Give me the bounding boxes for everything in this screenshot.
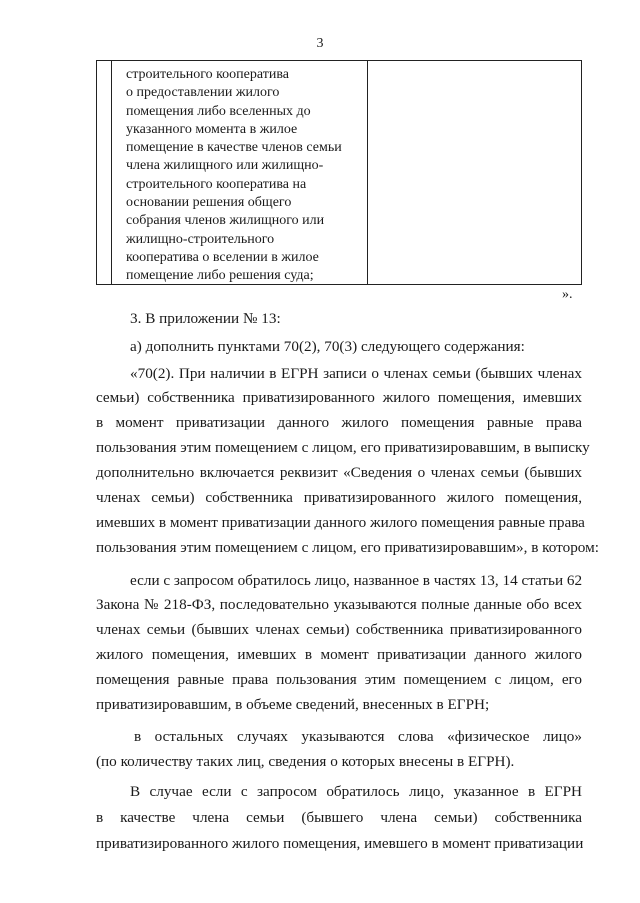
table-cell-line: указанного момента в жилое [126,121,298,137]
table-cell-line: собрания членов жилищного или [126,213,325,229]
paragraph-line: членах семьи (бывших членах семьи) собственника приватизированного [96,621,582,638]
closing-quote: ». [562,287,573,302]
paragraph-line: в момент приватизации данного жилого помещения равные права [96,414,582,431]
paragraph-line: в остальных случаях указываются слова «физическое лицо» [134,728,582,745]
table-cell-text [126,66,362,286]
table-cell-line: члена жилищного или жилищно- [126,158,324,174]
paragraph-line: помещения равные права пользования этим помещением с лицом, его [96,671,582,688]
paragraph-line: а) дополнить пунктами 70(2), 70(3) следующего содержания: [130,338,525,355]
table-cell-line: о предоставлении жилого [126,85,280,101]
table-column-divider-1 [111,60,112,285]
table-cell-line: помещения либо вселенных до [126,103,311,119]
paragraph-line: пользования этим помещением с лицом, его приватизировавшим, в выписку [96,439,590,456]
paragraph-line: приватизированного жилого помещения, имевшего в момент приватизации [96,835,584,852]
paragraph-line: семьи) собственника приватизированного жилого помещения, имевших [96,389,582,406]
paragraph-line: пользования этим помещением с лицом, его приватизировавшим», в котором: [96,539,599,556]
table-cell-line: строительного кооператива на [126,176,307,192]
section-heading: 3. В приложении № 13: [130,310,281,327]
paragraph-line: если с запросом обратилось лицо, названное в частях 13, 14 статьи 62 [130,572,583,589]
paragraph-line: приватизировавшим, в объеме сведений, внесенных в ЕГРН; [96,696,490,713]
table-border-top [96,60,582,61]
paragraph-line: в качестве члена семьи (бывшего члена семьи) собственника [96,809,582,826]
table-cell-line: строительного кооператива [126,67,289,82]
paragraph-line: имевших в момент приватизации данного жилого помещения равные права [96,514,585,531]
paragraph-line: В случае если с запросом обратилось лицо, указанное в ЕГРН [130,783,582,800]
table-cell-line: помещение в качестве членов семьи [126,140,342,156]
paragraph-line: (по количеству таких лиц, сведения о которых внесены в ЕГРН). [96,753,515,770]
table-fragment [96,60,582,285]
paragraph-line: дополнительно включается реквизит «Сведения о членах семьи (бывших [96,464,582,481]
paragraph-line: жилого помещения, имевших в момент приватизации данного жилого [96,646,582,663]
table-cell-line: кооператива о вселении в жилое [126,249,319,265]
table-cell-line: основании решения общего [126,195,292,211]
paragraph-line: Закона № 218-ФЗ, последовательно указываются полные данные обо всех [96,596,582,613]
paragraph-line: «70(2). При наличии в ЕГРН записи о членах семьи (бывших членах [130,365,582,382]
table-column-divider-2 [367,60,368,285]
table-cell-line: жилищно-строительного [126,231,275,247]
table-border-right [581,60,582,285]
paragraph-line: членах семьи) собственника приватизированного жилого помещения, [96,489,582,506]
table-border-left [96,60,97,285]
page-number: 3 [316,36,324,51]
table-cell-line: помещение либо решения суда; [126,268,314,284]
